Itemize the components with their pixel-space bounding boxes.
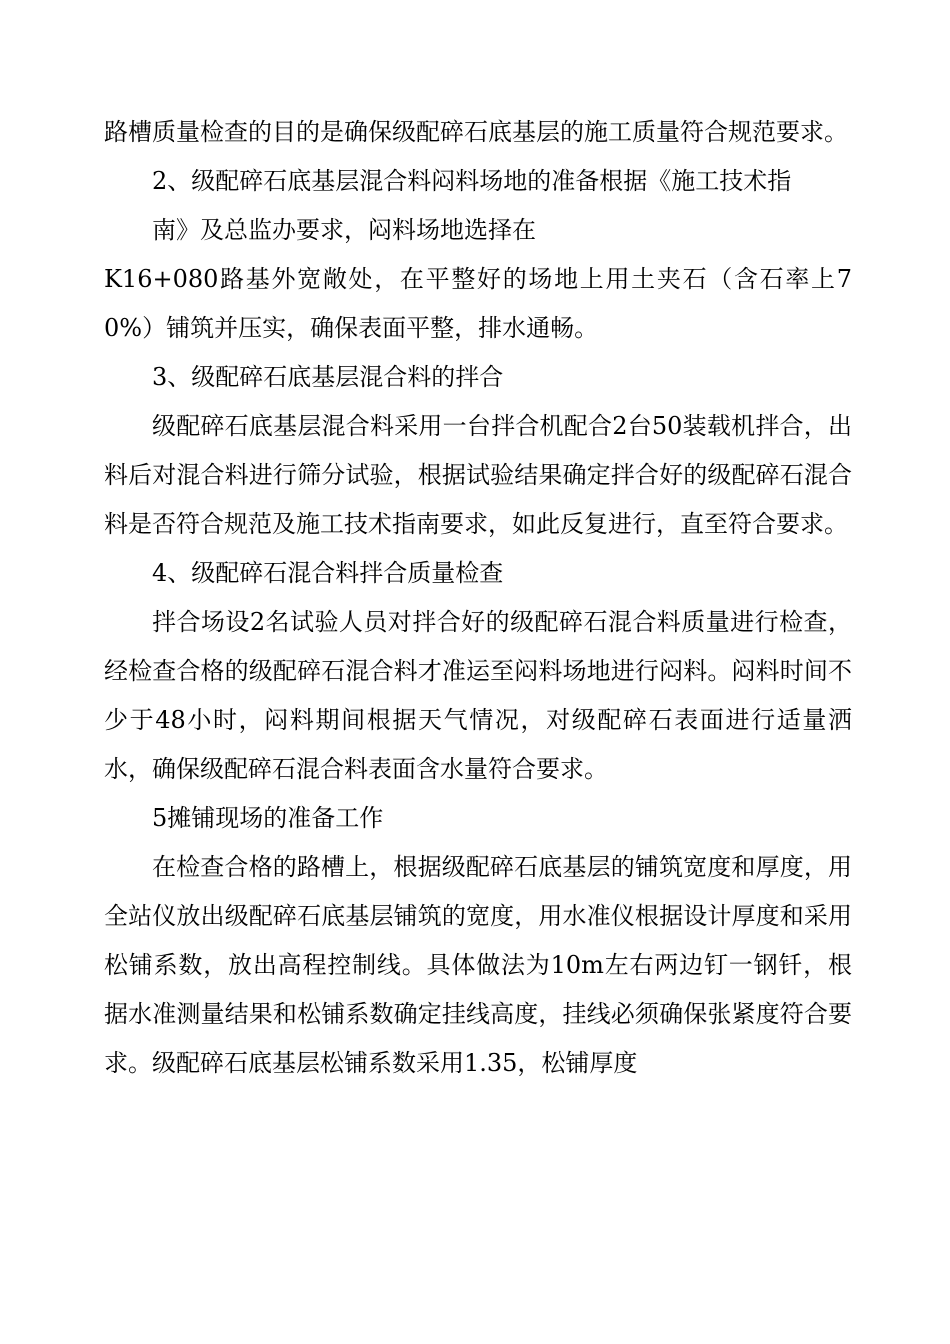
paragraph-stockpile-site: K16+080路基外宽敞处，在平整好的场地上用土夹石（含石率上70%）铺筑并压实，确保表面平整，排水通畅。: [104, 265, 852, 342]
section-heading-2-continued: 南》及总监办要求，闷料场地选择在: [152, 216, 536, 244]
paragraph-mixing: 级配碎石底基层混合料采用一台拌合机配合2台50装载机拌合，出料后对混合料进行筛分试验，根据试验结果确定拌合好的级配碎石混合料是否符合规范及施工技术指南要求，如此反复进行，直至符合要求。: [104, 412, 852, 538]
section-heading-2: 2、级配碎石底基层混合料闷料场地的准备根据《施工技术指: [152, 167, 792, 195]
document-body: [104, 108, 852, 1088]
paragraph-paving-site: 在检查合格的路槽上，根据级配碎石底基层的铺筑宽度和厚度，用全站仪放出级配碎石底基层铺筑的宽度，用水准仪根据设计厚度和采用松铺系数，放出高程控制线。具体做法为10m左右两边钉一钢钎，根据水准测量结果和松铺系数确定挂线高度，挂线必须确保张紧度符合要求。级配碎石底基层松铺系数采用1.35，松铺厚度: [104, 853, 852, 1077]
paragraph-mix-quality: 拌合场设2名试验人员对拌合好的级配碎石混合料质量进行检查，经检查合格的级配碎石混合料才准运至闷料场地进行闷料。闷料时间不少于48小时，闷料期间根据天气情况，对级配碎石表面进行适量洒水，确保级配碎石混合料表面含水量符合要求。: [104, 608, 852, 783]
section-heading-3: 3、级配碎石底基层混合料的拌合: [152, 363, 504, 391]
section-heading-4: 4、级配碎石混合料拌合质量检查: [152, 559, 504, 587]
paragraph-road-trench-check: 路槽质量检查的目的是确保级配碎石底基层的施工质量符合规范要求。: [104, 118, 848, 146]
section-heading-5: 5摊铺现场的准备工作: [152, 804, 384, 832]
